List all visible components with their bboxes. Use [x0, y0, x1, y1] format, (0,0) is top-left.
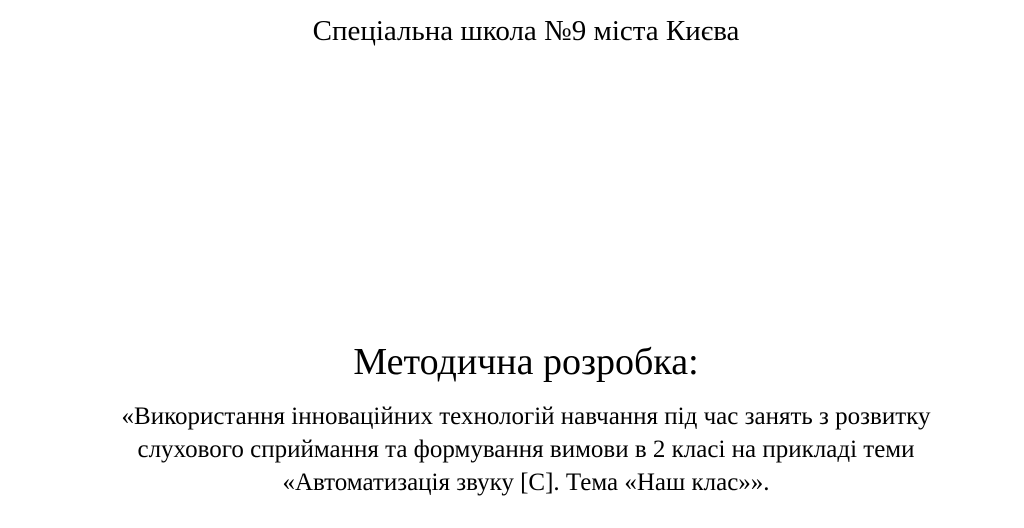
subtitle-line-3: «Автоматизація звуку [С]. Тема «Наш клас»». — [282, 469, 770, 496]
subtitle-line-1: «Використання інноваційних технологій навчання під час занять з розвитку — [121, 403, 931, 430]
document-heading: Методична розробка: — [353, 341, 699, 383]
school-name: Спеціальна школа №9 міста Києва — [312, 15, 740, 47]
subtitle-line-2: слухового сприймання та формування вимови в 2 класі на прикладі теми — [137, 436, 915, 463]
document-subtitle — [0, 400, 1024, 499]
